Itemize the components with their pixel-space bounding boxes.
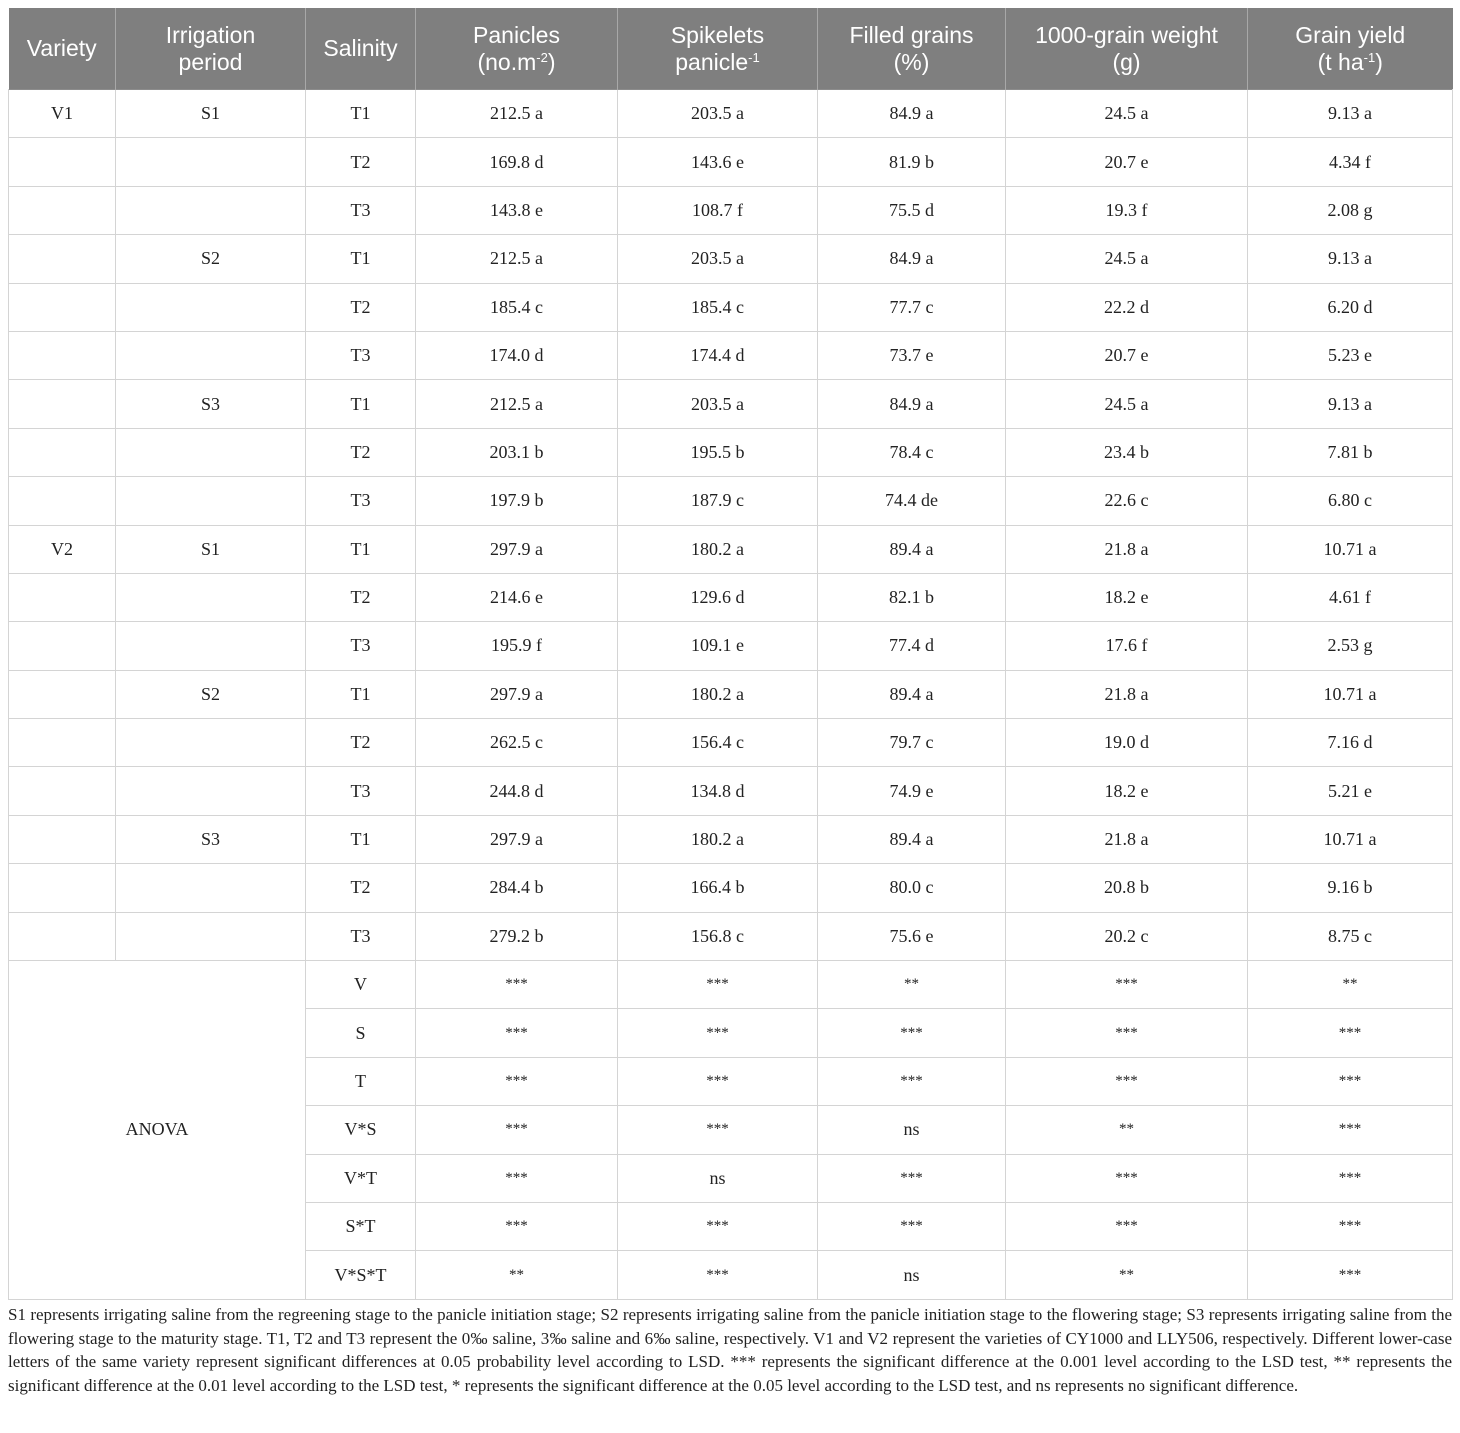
cell-period: S3 <box>116 380 306 428</box>
cell-weight: 22.6 c <box>1006 477 1248 525</box>
anova-cell-weight: ** <box>1006 1106 1248 1154</box>
anova-cell-spikelets: *** <box>618 961 818 1009</box>
cell-variety <box>9 815 116 863</box>
cell-period <box>116 573 306 621</box>
table-row <box>9 380 1453 428</box>
cell-weight: 18.2 e <box>1006 767 1248 815</box>
cell-yield: 4.61 f <box>1248 573 1453 621</box>
cell-yield: 10.71 a <box>1248 815 1453 863</box>
anova-cell-weight: *** <box>1006 1154 1248 1202</box>
cell-period <box>116 719 306 767</box>
cell-variety: V2 <box>9 525 116 573</box>
anova-factor: V*S <box>306 1106 416 1154</box>
cell-filled: 84.9 a <box>818 90 1006 138</box>
cell-salinity: T2 <box>306 283 416 331</box>
cell-weight: 18.2 e <box>1006 573 1248 621</box>
cell-variety <box>9 719 116 767</box>
cell-filled: 79.7 c <box>818 719 1006 767</box>
cell-yield: 7.81 b <box>1248 428 1453 476</box>
header-variety: Variety <box>9 8 116 90</box>
header-grain-weight: 1000-grain weight (g) <box>1006 8 1248 90</box>
cell-panicles: 185.4 c <box>416 283 618 331</box>
cell-salinity: T1 <box>306 525 416 573</box>
table-row <box>9 428 1453 476</box>
cell-filled: 75.5 d <box>818 186 1006 234</box>
cell-salinity: T3 <box>306 331 416 379</box>
anova-label: ANOVA <box>9 961 306 1300</box>
anova-cell-spikelets: *** <box>618 1009 818 1057</box>
cell-yield: 5.21 e <box>1248 767 1453 815</box>
cell-period <box>116 138 306 186</box>
cell-spikelets: 109.1 e <box>618 622 818 670</box>
cell-salinity: T2 <box>306 864 416 912</box>
anova-cell-weight: *** <box>1006 961 1248 1009</box>
anova-cell-filled: ns <box>818 1106 1006 1154</box>
header-grain-yield: Grain yield (t $ha^{-1}$) <box>1248 8 1453 90</box>
cell-salinity: T2 <box>306 719 416 767</box>
cell-salinity: T1 <box>306 235 416 283</box>
cell-filled: 89.4 a <box>818 815 1006 863</box>
cell-salinity: T1 <box>306 90 416 138</box>
cell-yield: 6.20 d <box>1248 283 1453 331</box>
cell-variety <box>9 912 116 960</box>
anova-cell-panicles: *** <box>416 1057 618 1105</box>
anova-cell-filled: *** <box>818 1009 1006 1057</box>
cell-yield: 5.23 e <box>1248 331 1453 379</box>
cell-period <box>116 477 306 525</box>
cell-spikelets: 134.8 d <box>618 767 818 815</box>
anova-cell-spikelets: *** <box>618 1202 818 1250</box>
cell-period <box>116 186 306 234</box>
cell-filled: 81.9 b <box>818 138 1006 186</box>
cell-spikelets: 185.4 c <box>618 283 818 331</box>
table-row <box>9 186 1453 234</box>
cell-panicles: 284.4 b <box>416 864 618 912</box>
cell-variety <box>9 477 116 525</box>
anova-cell-yield: *** <box>1248 1154 1453 1202</box>
cell-yield: 8.75 c <box>1248 912 1453 960</box>
cell-spikelets: 180.2 a <box>618 525 818 573</box>
table-row <box>9 138 1453 186</box>
cell-filled: 80.0 c <box>818 864 1006 912</box>
cell-filled: 84.9 a <box>818 380 1006 428</box>
cell-yield: 9.16 b <box>1248 864 1453 912</box>
table-row <box>9 670 1453 718</box>
cell-yield: 2.53 g <box>1248 622 1453 670</box>
anova-cell-filled: *** <box>818 1202 1006 1250</box>
cell-spikelets: 108.7 f <box>618 186 818 234</box>
cell-yield: 4.34 f <box>1248 138 1453 186</box>
anova-cell-weight: *** <box>1006 1009 1248 1057</box>
anova-cell-panicles: *** <box>416 1009 618 1057</box>
cell-spikelets: 129.6 d <box>618 573 818 621</box>
cell-yield: 2.08 g <box>1248 186 1453 234</box>
cell-filled: 74.9 e <box>818 767 1006 815</box>
header-irrigation-period: Irrigation period <box>116 8 306 90</box>
cell-salinity: T3 <box>306 767 416 815</box>
cell-panicles: 297.9 a <box>416 670 618 718</box>
cell-variety <box>9 331 116 379</box>
cell-period: S3 <box>116 815 306 863</box>
anova-cell-panicles: *** <box>416 1202 618 1250</box>
cell-spikelets: 203.5 a <box>618 235 818 283</box>
cell-yield: 10.71 a <box>1248 670 1453 718</box>
table-row <box>9 815 1453 863</box>
anova-cell-yield: ** <box>1248 961 1453 1009</box>
cell-salinity: T1 <box>306 380 416 428</box>
table-row <box>9 573 1453 621</box>
anova-cell-spikelets: *** <box>618 1251 818 1299</box>
cell-filled: 77.7 c <box>818 283 1006 331</box>
anova-row <box>9 961 1453 1009</box>
header-spikelets: Spikelets panicle$^{-1}$ <box>618 8 818 90</box>
cell-filled: 84.9 a <box>818 235 1006 283</box>
cell-spikelets: 195.5 b <box>618 428 818 476</box>
header-salinity: Salinity <box>306 8 416 90</box>
table-container <box>8 8 1452 1300</box>
table-row <box>9 283 1453 331</box>
cell-salinity: T3 <box>306 186 416 234</box>
cell-spikelets: 187.9 c <box>618 477 818 525</box>
anova-cell-yield: *** <box>1248 1202 1453 1250</box>
anova-cell-yield: *** <box>1248 1251 1453 1299</box>
table-row <box>9 767 1453 815</box>
results-table <box>8 8 1453 1300</box>
anova-cell-yield: *** <box>1248 1106 1453 1154</box>
cell-yield: 9.13 a <box>1248 235 1453 283</box>
cell-spikelets: 166.4 b <box>618 864 818 912</box>
cell-period <box>116 331 306 379</box>
cell-salinity: T3 <box>306 912 416 960</box>
cell-panicles: 169.8 d <box>416 138 618 186</box>
cell-filled: 82.1 b <box>818 573 1006 621</box>
cell-weight: 20.7 e <box>1006 331 1248 379</box>
anova-cell-weight: *** <box>1006 1057 1248 1105</box>
cell-period <box>116 864 306 912</box>
cell-spikelets: 156.8 c <box>618 912 818 960</box>
anova-factor: V*S*T <box>306 1251 416 1299</box>
cell-spikelets: 203.5 a <box>618 380 818 428</box>
cell-filled: 73.7 e <box>818 331 1006 379</box>
anova-cell-spikelets: *** <box>618 1106 818 1154</box>
anova-cell-filled: ns <box>818 1251 1006 1299</box>
cell-salinity: T3 <box>306 622 416 670</box>
cell-weight: 19.3 f <box>1006 186 1248 234</box>
cell-period <box>116 767 306 815</box>
cell-salinity: T2 <box>306 428 416 476</box>
cell-period: S1 <box>116 90 306 138</box>
cell-salinity: T1 <box>306 815 416 863</box>
cell-weight: 17.6 f <box>1006 622 1248 670</box>
cell-weight: 24.5 a <box>1006 235 1248 283</box>
cell-weight: 21.8 a <box>1006 670 1248 718</box>
anova-factor: T <box>306 1057 416 1105</box>
cell-period: S2 <box>116 235 306 283</box>
cell-panicles: 297.9 a <box>416 525 618 573</box>
cell-weight: 19.0 d <box>1006 719 1248 767</box>
cell-variety <box>9 283 116 331</box>
cell-yield: 7.16 d <box>1248 719 1453 767</box>
anova-factor: V*T <box>306 1154 416 1202</box>
anova-factor: V <box>306 961 416 1009</box>
cell-spikelets: 143.6 e <box>618 138 818 186</box>
cell-panicles: 212.5 a <box>416 235 618 283</box>
cell-panicles: 197.9 b <box>416 477 618 525</box>
cell-period <box>116 912 306 960</box>
cell-spikelets: 180.2 a <box>618 815 818 863</box>
cell-spikelets: 203.5 a <box>618 90 818 138</box>
anova-cell-panicles: ** <box>416 1251 618 1299</box>
anova-cell-spikelets: ns <box>618 1154 818 1202</box>
anova-cell-filled: ** <box>818 961 1006 1009</box>
cell-salinity: T2 <box>306 138 416 186</box>
cell-spikelets: 180.2 a <box>618 670 818 718</box>
cell-panicles: 203.1 b <box>416 428 618 476</box>
cell-period: S2 <box>116 670 306 718</box>
cell-panicles: 212.5 a <box>416 90 618 138</box>
cell-filled: 74.4 de <box>818 477 1006 525</box>
cell-spikelets: 156.4 c <box>618 719 818 767</box>
cell-yield: 10.71 a <box>1248 525 1453 573</box>
cell-variety <box>9 235 116 283</box>
cell-panicles: 174.0 d <box>416 331 618 379</box>
header-filled-grains: Filled grains (%) <box>818 8 1006 90</box>
cell-weight: 24.5 a <box>1006 380 1248 428</box>
anova-cell-weight: *** <box>1006 1202 1248 1250</box>
cell-period <box>116 428 306 476</box>
table-row <box>9 90 1453 138</box>
anova-cell-filled: *** <box>818 1154 1006 1202</box>
anova-cell-weight: ** <box>1006 1251 1248 1299</box>
cell-weight: 21.8 a <box>1006 525 1248 573</box>
header-row <box>9 8 1453 90</box>
cell-weight: 23.4 b <box>1006 428 1248 476</box>
table-row <box>9 912 1453 960</box>
cell-period: S1 <box>116 525 306 573</box>
anova-cell-panicles: *** <box>416 1106 618 1154</box>
cell-yield: 9.13 a <box>1248 380 1453 428</box>
cell-salinity: T2 <box>306 573 416 621</box>
cell-salinity: T3 <box>306 477 416 525</box>
cell-panicles: 143.8 e <box>416 186 618 234</box>
cell-panicles: 195.9 f <box>416 622 618 670</box>
cell-yield: 9.13 a <box>1248 90 1453 138</box>
table-row <box>9 525 1453 573</box>
cell-variety <box>9 864 116 912</box>
cell-panicles: 214.6 e <box>416 573 618 621</box>
anova-cell-yield: *** <box>1248 1009 1453 1057</box>
cell-variety <box>9 186 116 234</box>
cell-weight: 24.5 a <box>1006 90 1248 138</box>
anova-factor: S <box>306 1009 416 1057</box>
cell-panicles: 244.8 d <box>416 767 618 815</box>
anova-cell-panicles: *** <box>416 1154 618 1202</box>
cell-weight: 22.2 d <box>1006 283 1248 331</box>
cell-period <box>116 622 306 670</box>
cell-variety <box>9 428 116 476</box>
cell-panicles: 279.2 b <box>416 912 618 960</box>
cell-variety <box>9 138 116 186</box>
cell-filled: 78.4 c <box>818 428 1006 476</box>
cell-filled: 75.6 e <box>818 912 1006 960</box>
header-panicles: Panicles $(no.m^{-2})$ <box>416 8 618 90</box>
cell-weight: 20.7 e <box>1006 138 1248 186</box>
cell-weight: 21.8 a <box>1006 815 1248 863</box>
table-row <box>9 864 1453 912</box>
anova-factor: S*T <box>306 1202 416 1250</box>
cell-period <box>116 283 306 331</box>
anova-cell-filled: *** <box>818 1057 1006 1105</box>
cell-variety: V1 <box>9 90 116 138</box>
cell-variety <box>9 573 116 621</box>
cell-filled: 77.4 d <box>818 622 1006 670</box>
anova-cell-spikelets: *** <box>618 1057 818 1105</box>
anova-cell-panicles: *** <box>416 961 618 1009</box>
table-row <box>9 622 1453 670</box>
cell-filled: 89.4 a <box>818 670 1006 718</box>
cell-spikelets: 174.4 d <box>618 331 818 379</box>
table-footnote: S1 represents irrigating saline from the regreening stage to the panicle initiation stage; S2 represents irrigating saline from the panicle initiation stage to the flowering stage; S3 represents irrigating saline from the flowering stage to the maturity stage. T1, T2 and T3 represent the 0‰ saline, 3‰ saline and 6‰ saline, respectively. V1 and V2 represent the varieties of CY1000 and LLY506, respectively. Different lower-case letters of the same variety represent significant differences at 0.05 probability level according to LSD. *** represents the significant difference at the 0.001 level according to the LSD test, ** represents the significant difference at the 0.01 level according to the LSD test, * represents the significant difference at the 0.05 level according to the LSD test, and ns represents no significant difference. <box>8 1305 1452 1395</box>
cell-variety <box>9 622 116 670</box>
table-row <box>9 477 1453 525</box>
cell-variety <box>9 380 116 428</box>
cell-filled: 89.4 a <box>818 525 1006 573</box>
cell-yield: 6.80 c <box>1248 477 1453 525</box>
cell-panicles: 262.5 c <box>416 719 618 767</box>
anova-cell-yield: *** <box>1248 1057 1453 1105</box>
cell-weight: 20.2 c <box>1006 912 1248 960</box>
cell-variety <box>9 670 116 718</box>
cell-salinity: T1 <box>306 670 416 718</box>
cell-weight: 20.8 b <box>1006 864 1248 912</box>
table-row <box>9 331 1453 379</box>
table-row <box>9 235 1453 283</box>
cell-panicles: 297.9 a <box>416 815 618 863</box>
cell-variety <box>9 767 116 815</box>
cell-panicles: 212.5 a <box>416 380 618 428</box>
table-row <box>9 719 1453 767</box>
